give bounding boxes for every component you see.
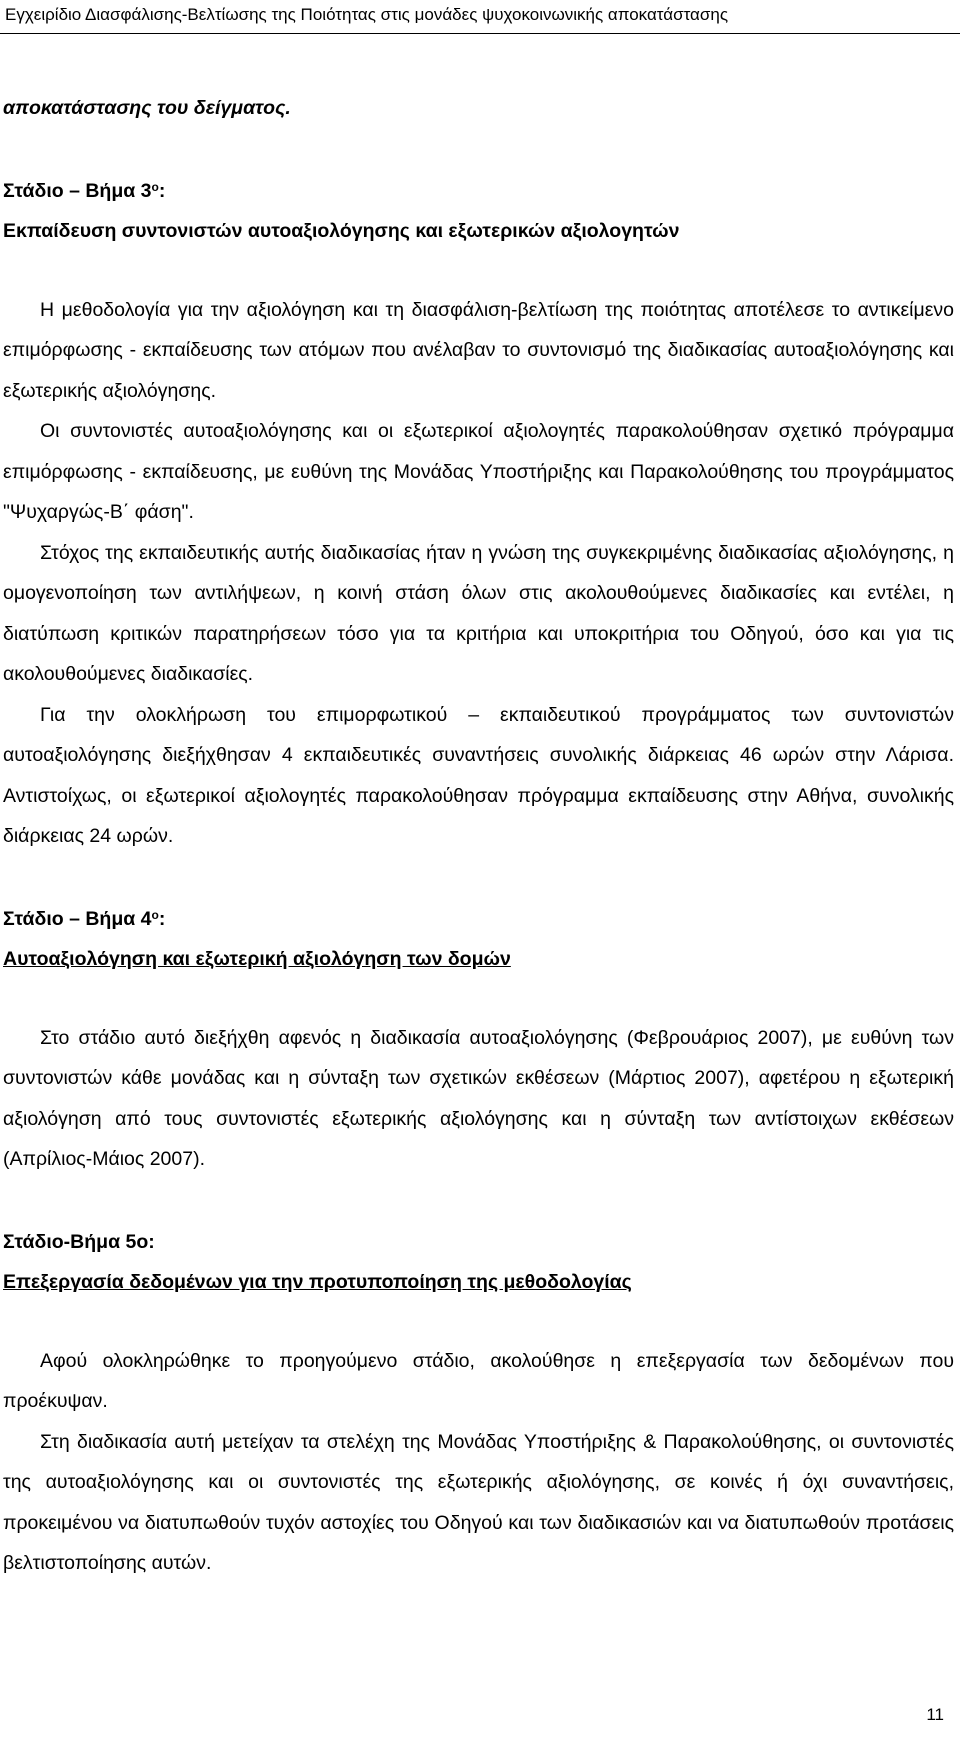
stage-3-heading — [3, 171, 954, 212]
stage-3-label: Στάδιο – Βήμα 3 — [3, 179, 152, 202]
page-number: 11 — [926, 1705, 944, 1724]
stage-5-paragraph-1: Αφού ολοκληρώθηκε το προηγούμενο στάδιο, ακολούθησε η επεξεργασία των δεδομένων που προέκυψαν. — [3, 1349, 954, 1412]
stage-3-paragraph-1: Η μεθοδολογία για την αξιολόγηση και τη διασφάλιση-βελτίωση της ποιότητας αποτέλεσε το αντικείμενο επιμόρφωσης - εκπαίδευσης των ατόμων που ανέλαβαν το συντονισμό της διαδικασίας αυτοαξιολόγησης και εξωτερικής αξιολόγησης. — [3, 298, 954, 402]
stage-5-heading: Στάδιο-Βήμα 5ο: — [3, 1230, 155, 1253]
stage-3-title: Εκπαίδευση συντονιστών αυτοαξιολόγησης και εξωτερικών αξιολογητών — [3, 220, 680, 242]
stage-3-suffix: : — [158, 179, 166, 202]
stage-5-title: Επεξεργασία δεδομένων για την προτυποποίηση της μεθοδολογίας — [3, 1271, 632, 1293]
stage-4-title: Αυτοαξιολόγηση και εξωτερική αξιολόγηση των δομών — [3, 948, 511, 970]
document-body — [3, 88, 954, 1584]
lead-line: αποκατάστασης του δείγματος. — [3, 97, 291, 119]
stage-3-paragraph-2: Οι συντονιστές αυτοαξιολόγησης και οι εξωτερικοί αξιολογητές παρακολούθησαν σχετικό πρόγραμμα επιμόρφωσης - εκπαίδευσης, με ευθύνη της Μονάδας Υποστήριξης και Παρακολούθησης του προγράμματος "Ψυχαργώς-Β΄ φάση". — [3, 420, 954, 523]
stage-4-suffix: : — [158, 907, 166, 930]
stage-4-sup: ο — [151, 907, 159, 922]
stage-3-paragraph-3: Στόχος της εκπαιδευτικής αυτής διαδικασίας ήταν η γνώση της συγκεκριμένης διαδικασίας αξιολόγησης, η ομογενοποίηση των αντιλήψεων, η κοινή στάση όλων στις ακολουθούμενες διαδικασίες και εντέλει, η διατύπωση κριτικών παρατηρήσεων τόσο για τα κριτήρια και υποκριτήρια του Οδηγού, όσο και για τις ακολουθούμενες διαδικασίες. — [3, 541, 954, 685]
stage-4-paragraph-1: Στο στάδιο αυτό διεξήχθη αφενός η διαδικασία αυτοαξιολόγησης (Φεβρουάριος 2007), με ευθύνη των συντονιστών κάθε μονάδας και η σύνταξη των σχετικών εκθέσεων (Μάρτιος 2007), αφετέρου η εξωτερική αξιολόγηση από τους συντονιστές εξωτερικής αξιολόγησης και η σύνταξη των αντίστοιχων εκθέσεων (Απρίλιος-Μάιος 2007). — [3, 1026, 954, 1170]
stage-4-heading — [3, 899, 954, 940]
page-header-title: Εγχειρίδιο Διασφάλισης-Βελτίωσης της Ποιότητας στις μονάδες ψυχοκοινωνικής αποκατάστασης — [5, 5, 729, 24]
header-divider — [0, 33, 960, 34]
stage-5-paragraph-2: Στη διαδικασία αυτή μετείχαν τα στελέχη της Μονάδας Υποστήριξης & Παρακολούθησης, οι συντονιστές της αυτοαξιολόγησης και οι συντονιστές της εξωτερικής αξιολόγησης, σε κοινές ή όχι συναντήσεις, προκειμένου να διατυπωθούν τυχόν αστοχίες του Οδηγού και των διαδικασιών και να διατυπωθούν προτάσεις βελτιστοποίησης αυτών. — [3, 1430, 954, 1574]
stage-3-sup: ο — [151, 179, 159, 194]
stage-4-label: Στάδιο – Βήμα 4 — [3, 907, 152, 930]
stage-3-paragraph-4: Για την ολοκλήρωση του επιμορφωτικού – εκπαιδευτικού προγράμματος των συντονιστών αυτοαξιολόγησης διεξήχθησαν 4 εκπαιδευτικές συναντήσεις συνολικής διάρκειας 46 ωρών στην Λάρισα. Αντιστοίχως, οι εξωτερικοί αξιολογητές παρακολούθησαν πρόγραμμα εκπαίδευσης στην Αθήνα, συνολικής διάρκειας 24 ωρών. — [3, 703, 954, 847]
